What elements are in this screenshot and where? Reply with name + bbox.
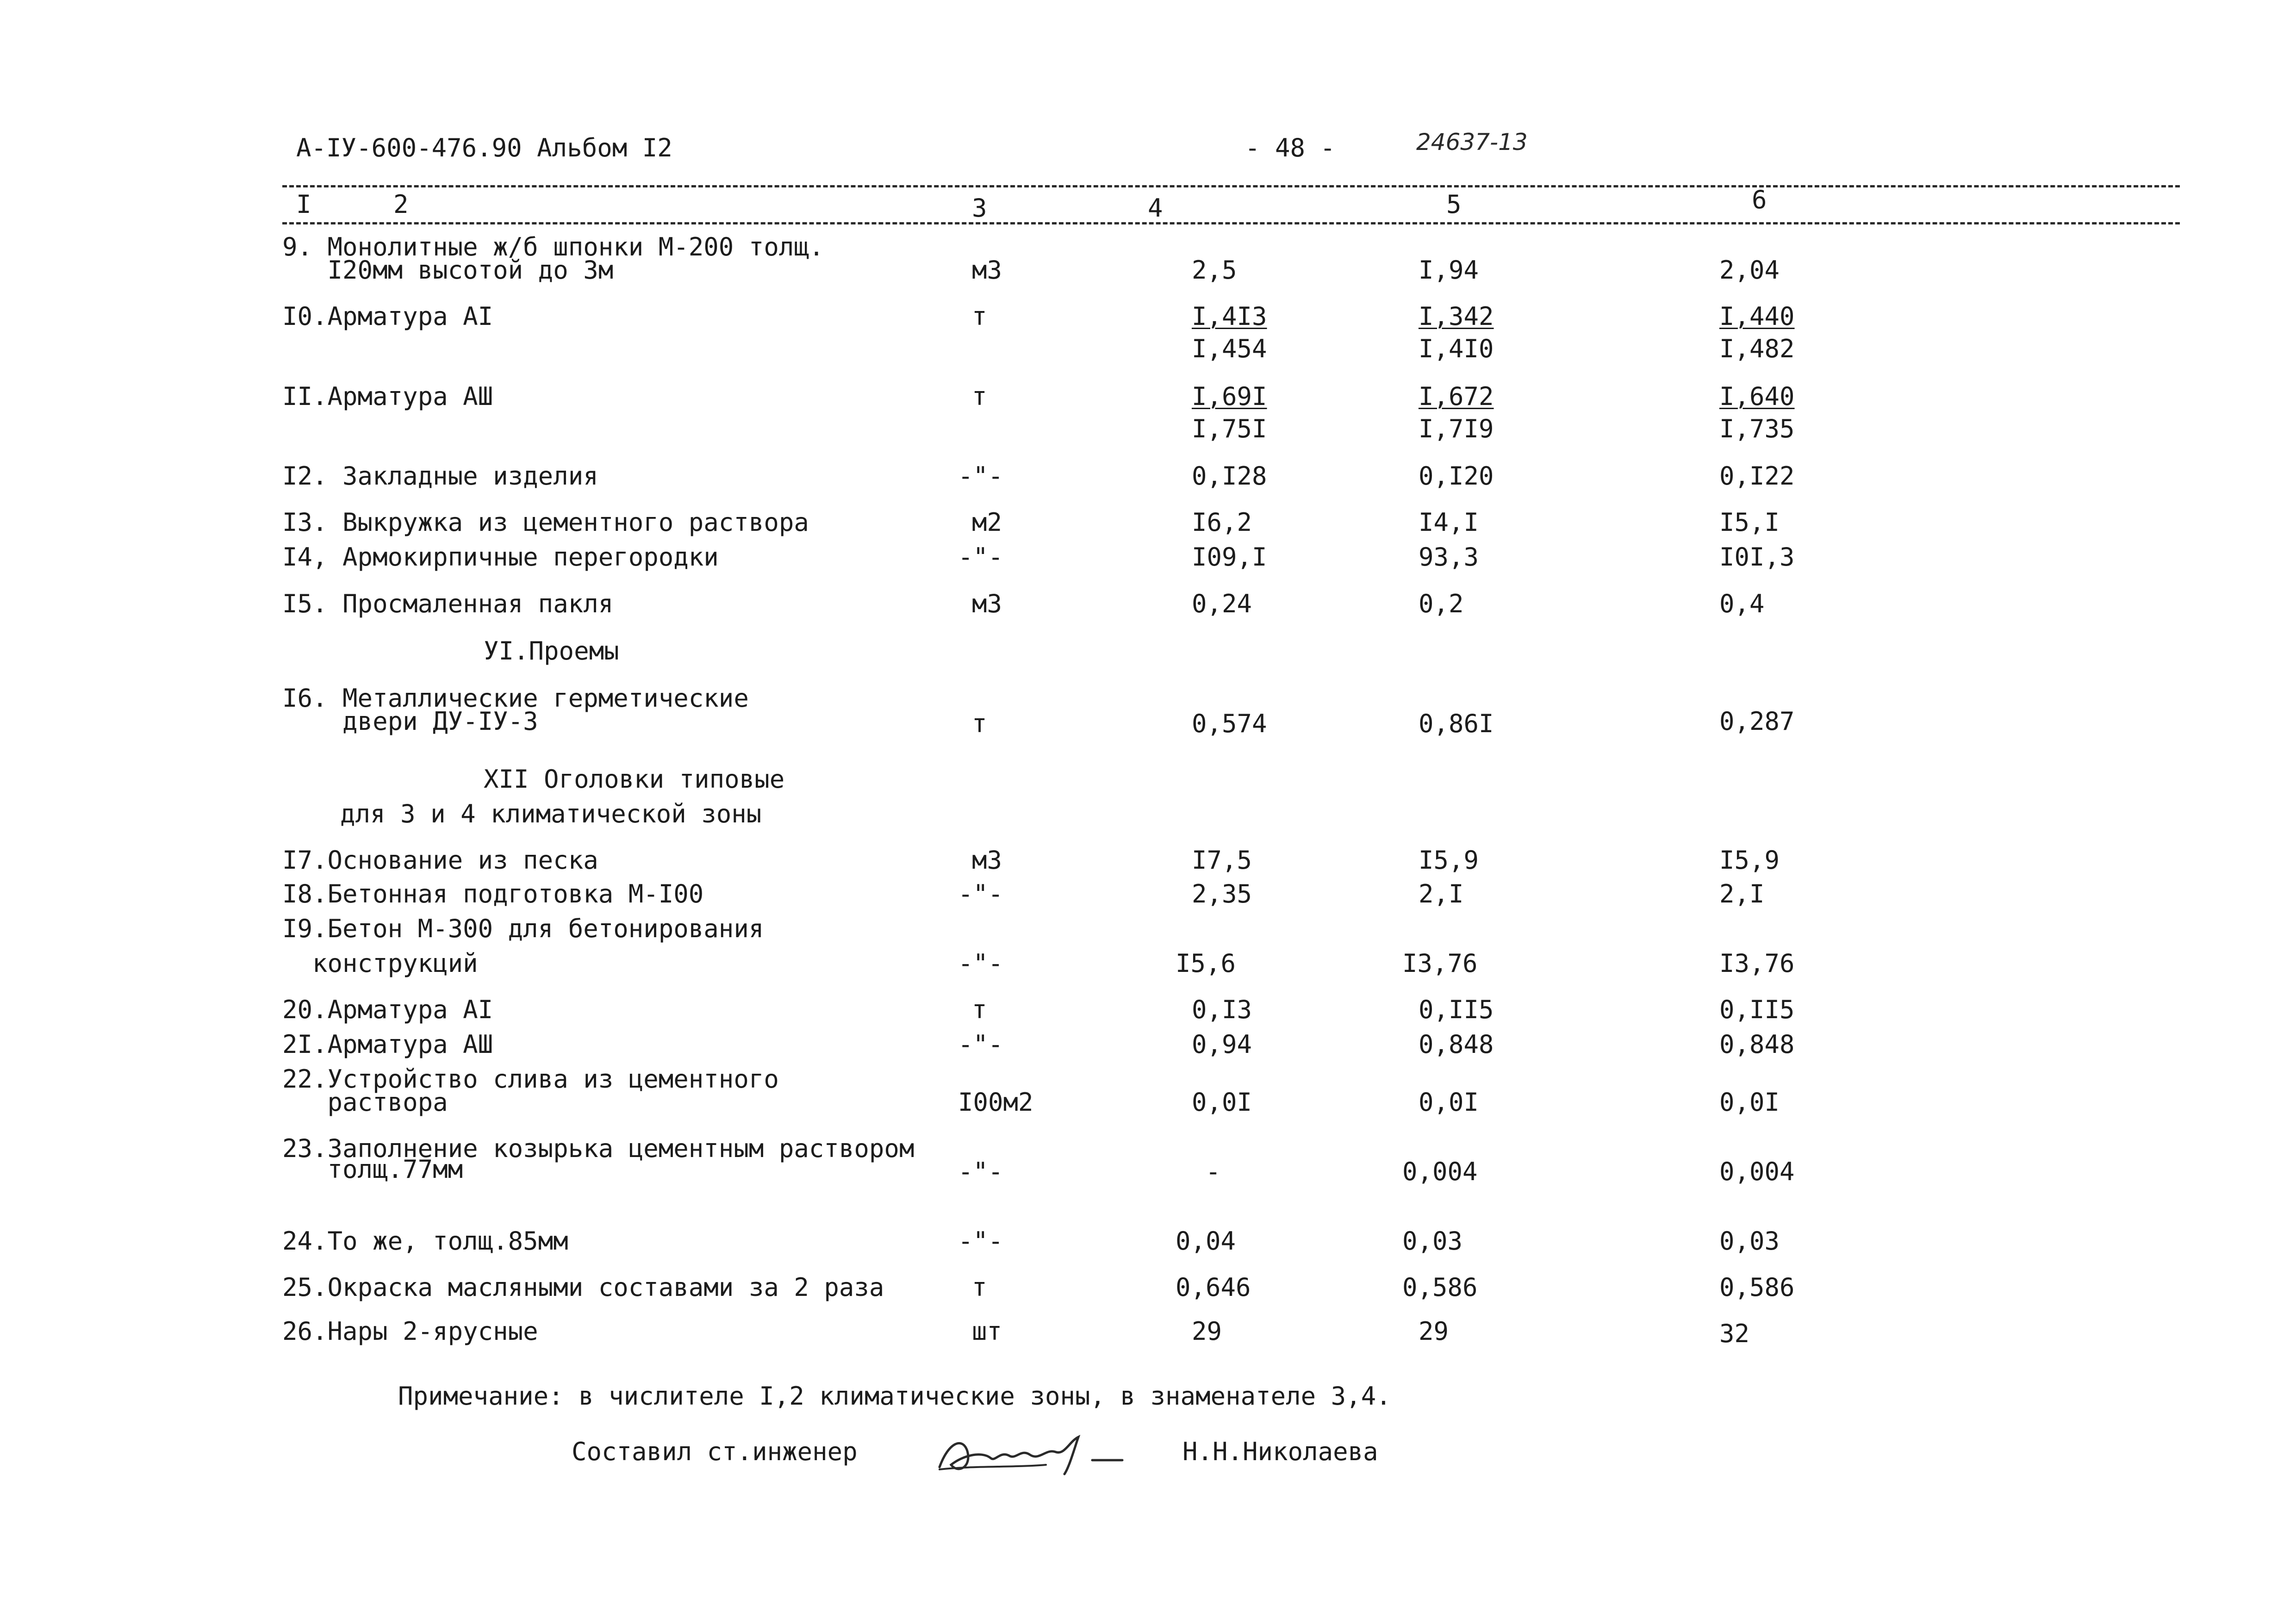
row-10-col5-denominator: I,4I0 [1419,334,1494,363]
row-26-col4: 29 [1192,1317,1222,1346]
row-15-unit: м3 [972,589,1002,618]
row-17-col5: I5,9 [1419,846,1479,875]
row-18-unit: -"- [958,879,1003,908]
row-26-unit: шт [972,1317,1002,1346]
row-15-col6: 0,4 [1719,589,1765,618]
row-11-col6-denominator: I,735 [1719,414,1795,443]
section-heading-headers-cont: для 3 и 4 климатической зоны [340,799,762,828]
row-10-name: I0.Арматура АI [282,302,493,331]
compiler-name: Н.Н.Николаева [1182,1437,1378,1466]
row-9-col5: I,94 [1419,255,1479,285]
row-13-col6: I5,I [1719,508,1780,537]
row-23-col5: 0,004 [1402,1157,1478,1186]
row-11-col4-numerator: I,69I [1192,382,1267,411]
row-24-col5: 0,03 [1402,1226,1463,1256]
row-10-col6-denominator: I,482 [1719,334,1795,363]
row-10-col6-numerator: I,440 [1719,302,1795,331]
row-16-col4: 0,574 [1192,709,1267,738]
row-23-unit: -"- [958,1157,1003,1186]
column-header-3: 3 [972,193,987,223]
compiled-by-label: Составил ст.инженер [572,1437,858,1466]
row-26-name: 26.Нары 2-ярусные [282,1317,538,1346]
row-10-col5-numerator: I,342 [1419,302,1494,331]
handwritten-register-number: 24637-13 [1416,129,1528,156]
row-25-unit: т [972,1273,987,1302]
row-11-unit: т [972,382,987,411]
row-23-col6: 0,004 [1719,1157,1795,1186]
page-number: - 48 - [1245,133,1336,162]
column-header-1: I [296,190,311,219]
row-17-col4: I7,5 [1192,846,1252,875]
row-15-col4: 0,24 [1192,589,1252,618]
row-26-col5: 29 [1419,1317,1449,1346]
row-13-unit: м2 [972,508,1002,537]
row-11-col6-numerator: I,640 [1719,382,1795,411]
row-17-name: I7.Основание из песка [282,846,598,875]
row-15-name: I5. Просмаленная пакля [282,589,614,618]
row-20-name: 20.Арматура АI [282,995,493,1024]
column-header-5: 5 [1446,190,1462,219]
row-14-col6: I0I,3 [1719,542,1795,572]
row-17-unit: м3 [972,846,1002,875]
row-13-name: I3. Выкружка из цементного раствора [282,508,809,537]
row-22-name: 22.Устройство слива из цементного [282,1064,779,1094]
row-12-col5: 0,I20 [1419,461,1494,491]
row-22-col4: 0,0I [1192,1088,1252,1117]
row-19-col6: I3,76 [1719,949,1795,978]
row-25-col4: 0,646 [1176,1273,1251,1302]
row-24-unit: -"- [958,1226,1003,1256]
row-24-name: 24.То же, толщ.85мм [282,1226,568,1256]
row-18-col4: 2,35 [1192,879,1252,908]
row-21-col6: 0,848 [1719,1030,1795,1059]
row-16-name-cont: двери ДУ-IУ-3 [282,707,538,736]
row-18-name: I8.Бетонная подготовка М-I00 [282,879,704,908]
row-24-col6: 0,03 [1719,1226,1780,1256]
row-23-name-cont: толщ.77мм [282,1155,463,1184]
row-12-col6: 0,I22 [1719,461,1795,491]
row-9-name: 9. Монолитные ж/б шпонки М-200 толщ. [282,232,824,261]
column-header-2: 2 [393,190,409,219]
row-20-col5: 0,II5 [1419,995,1494,1024]
footnote: Примечание: в числителе I,2 климатические зоны, в знаменателе 3,4. [398,1381,1391,1411]
row-22-name-cont: раствора [282,1088,448,1117]
row-19-name: I9.Бетон М-300 для бетонирования [282,914,764,943]
row-11-col5-denominator: I,7I9 [1419,414,1494,443]
row-20-col4: 0,I3 [1192,995,1252,1024]
document-code: А-IУ-600-476.90 Альбом I2 [296,133,672,162]
row-11-name: II.Арматура АШ [282,382,493,411]
row-12-col4: 0,I28 [1192,461,1267,491]
row-12-unit: -"- [958,461,1003,491]
row-9-col6: 2,04 [1719,255,1780,285]
row-22-col6: 0,0I [1719,1088,1780,1117]
row-14-name: I4, Армокирпичные перегородки [282,542,719,572]
section-heading-headers: XII Оголовки типовые [484,765,785,794]
row-22-col5: 0,0I [1419,1088,1479,1117]
row-24-col4: 0,04 [1176,1226,1236,1256]
signature-mark [930,1423,1134,1483]
header-dashed-rule-bottom [282,222,2180,224]
row-14-col5: 93,3 [1419,542,1479,572]
row-21-col4: 0,94 [1192,1030,1252,1059]
row-12-name: I2. Закладные изделия [282,461,598,491]
row-16-col5: 0,86I [1419,709,1494,738]
row-21-unit: -"- [958,1030,1003,1059]
row-25-name: 25.Окраска масляными составами за 2 раза [282,1273,884,1302]
row-19-col4: I5,6 [1176,949,1236,978]
row-15-col5: 0,2 [1419,589,1464,618]
row-9-name-cont: I20мм высотой до 3м [282,255,614,285]
row-9-col4: 2,5 [1192,255,1237,285]
row-19-col5: I3,76 [1402,949,1478,978]
row-16-name: I6. Металлические герметические [282,684,749,713]
row-26-col6: 32 [1719,1319,1750,1348]
row-18-col6: 2,I [1719,879,1765,908]
row-19-name-cont: конструкций [282,949,478,978]
column-header-4: 4 [1148,193,1163,223]
row-14-col4: I09,I [1192,542,1267,572]
row-16-col6: 0,287 [1719,707,1795,736]
row-20-col6: 0,II5 [1719,995,1795,1024]
row-25-col6: 0,586 [1719,1273,1795,1302]
row-23-col4: - [1206,1157,1221,1186]
row-25-col5: 0,586 [1402,1273,1478,1302]
row-11-col4-denominator: I,75I [1192,414,1267,443]
column-header-6: 6 [1752,185,1767,214]
row-13-col5: I4,I [1419,508,1479,537]
row-18-col5: 2,I [1419,879,1464,908]
row-22-unit: I00м2 [958,1088,1033,1117]
row-21-col5: 0,848 [1419,1030,1494,1059]
row-11-col5-numerator: I,672 [1419,382,1494,411]
row-21-name: 2I.Арматура АШ [282,1030,493,1059]
row-14-unit: -"- [958,542,1003,572]
header-dashed-rule-top [282,185,2180,187]
row-9-unit: м3 [972,255,1002,285]
row-17-col6: I5,9 [1719,846,1780,875]
section-heading-openings: УI.Проемы [484,636,619,666]
row-13-col4: I6,2 [1192,508,1252,537]
row-23-name: 23.Заполнение козырька цементным раствором [282,1134,915,1163]
row-10-col4-numerator: I,4I3 [1192,302,1267,331]
row-10-col4-denominator: I,454 [1192,334,1267,363]
row-20-unit: т [972,995,987,1024]
row-16-unit: т [972,709,987,738]
row-10-unit: т [972,302,987,331]
row-19-unit: -"- [958,949,1003,978]
